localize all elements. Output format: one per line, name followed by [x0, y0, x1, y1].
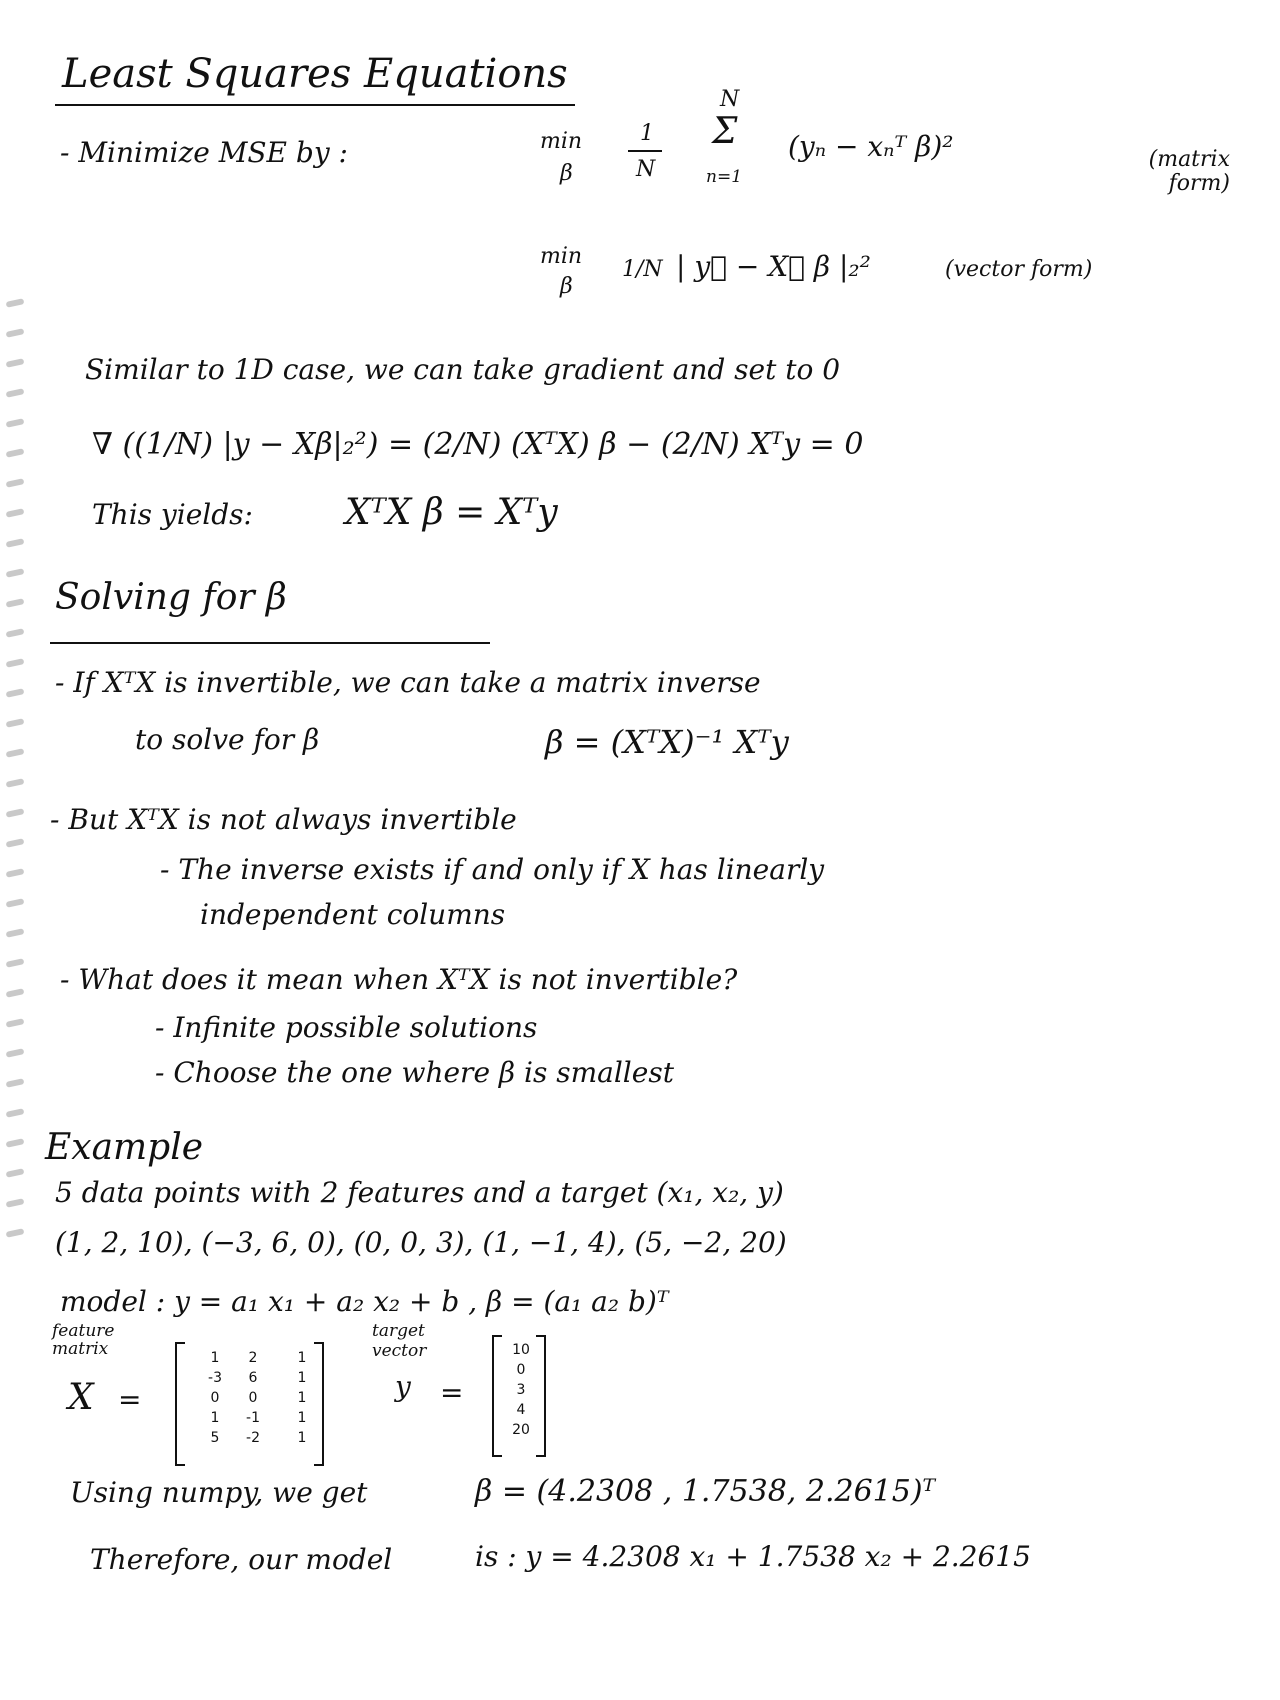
X-cell: 2: [248, 1350, 258, 1366]
feature-label-1: feature: [52, 1321, 115, 1341]
X-right-bracket: [314, 1342, 324, 1466]
infinite-solutions: - Infinite possible solutions: [155, 1011, 538, 1044]
binding-hole: [6, 718, 25, 728]
binding-hole: [6, 388, 25, 398]
binding-hole: [6, 988, 25, 998]
binding-hole: [6, 1198, 25, 1208]
yields-label: This yields:: [92, 498, 253, 531]
to-solve-line: to solve for β: [135, 723, 320, 756]
X-cell: 0: [248, 1390, 258, 1406]
beta-sub-1: β: [560, 161, 573, 186]
X-cell: 1: [297, 1370, 307, 1386]
vector-form-term: | y⃗ − X⃗ β |₂²: [676, 250, 871, 283]
yields-equation: XᵀX β = Xᵀy: [345, 492, 558, 533]
sigma-symbol: Σ: [712, 111, 738, 152]
title-underline: [55, 104, 575, 106]
binding-hole: [6, 298, 25, 308]
X-col-2: [238, 1348, 268, 1448]
binding-hole: [6, 868, 25, 878]
X-cell: 1: [210, 1350, 220, 1366]
y-cell: 4: [516, 1402, 526, 1418]
inverse-exists-line: - The inverse exists if and only if X has linearly: [160, 853, 825, 886]
example-title: Example: [45, 1127, 204, 1168]
X-cell: -3: [208, 1370, 222, 1386]
choose-smallest: - Choose the one where β is smallest: [155, 1056, 674, 1089]
beta-solution-equation: β = (XᵀX)⁻¹ Xᵀy: [545, 723, 789, 761]
solving-title: Solving for β: [55, 577, 287, 618]
X-label: X: [68, 1377, 94, 1418]
binding-hole: [6, 598, 25, 608]
binding-hole: [6, 958, 25, 968]
X-col-1: [200, 1348, 230, 1448]
y-right-bracket: [536, 1335, 546, 1457]
y-label: y: [395, 1370, 411, 1403]
binding-hole: [6, 478, 25, 488]
example-description: 5 data points with 2 features and a target (x₁, x₂, y): [55, 1176, 784, 1209]
beta-sub-2: β: [560, 274, 573, 299]
y-cell: 0: [516, 1362, 526, 1378]
vector-frac: 1/N: [622, 257, 663, 282]
binding-hole: [6, 538, 25, 548]
if-invertible-line: - If XᵀX is invertible, we can take a matrix inverse: [55, 666, 761, 699]
binding-hole: [6, 508, 25, 518]
target-label-1: target: [372, 1321, 425, 1341]
binding-hole: [6, 898, 25, 908]
binding-hole: [6, 928, 25, 938]
X-cell: 1: [210, 1410, 220, 1426]
binding-hole: [6, 688, 25, 698]
therefore-result: is : y = 4.2308 x₁ + 1.7538 x₂ + 2.2615: [475, 1540, 1031, 1573]
X-cell: 1: [297, 1390, 307, 1406]
frac-one: 1: [640, 121, 654, 146]
binding-hole: [6, 1228, 25, 1238]
frac-N: N: [636, 157, 656, 182]
binding-hole: [6, 1108, 25, 1118]
X-col-3: [290, 1348, 314, 1448]
X-left-bracket: [175, 1342, 185, 1466]
frac-bar: [628, 150, 662, 152]
binding-hole: [6, 1138, 25, 1148]
X-cell: 5: [210, 1430, 220, 1446]
numpy-line: Using numpy, we get: [70, 1476, 368, 1509]
what-does-it-mean-line: - What does it mean when XᵀX is not invertible?: [60, 963, 738, 996]
y-col: [506, 1340, 536, 1440]
binding-hole: [6, 1018, 25, 1028]
model-equation: model : y = a₁ x₁ + a₂ x₂ + b , β = (a₁ a₂ b)ᵀ: [60, 1285, 669, 1318]
binding-hole: [6, 748, 25, 758]
X-cell: 1: [297, 1430, 307, 1446]
similar-line: Similar to 1D case, we can take gradient and set to 0: [85, 353, 841, 386]
sigma-top: N: [720, 87, 740, 112]
solving-underline: [50, 642, 490, 644]
binding-hole: [6, 568, 25, 578]
binding-hole: [6, 838, 25, 848]
binding-hole: [6, 328, 25, 338]
y-cell: 10: [512, 1342, 530, 1358]
binding-hole: [6, 418, 25, 428]
y-left-bracket: [492, 1335, 502, 1457]
binding-holes: [0, 300, 40, 1700]
vector-form-label: (vector form): [945, 257, 1093, 282]
minimize-label: - Minimize MSE by :: [60, 136, 348, 169]
independent-columns: independent columns: [200, 898, 506, 931]
sigma-bottom: n=1: [706, 167, 743, 187]
matrix-form-term: (yₙ − xₙᵀ β)²: [788, 130, 954, 163]
binding-hole: [6, 358, 25, 368]
binding-hole: [6, 778, 25, 788]
X-cell: 0: [210, 1390, 220, 1406]
example-points: (1, 2, 10), (−3, 6, 0), (0, 0, 3), (1, −1, 4), (5, −2, 20): [55, 1226, 787, 1259]
therefore-line: Therefore, our model: [90, 1543, 393, 1576]
gradient-equation: ∇ ((1/N) |y − Xβ|₂²) = (2/N) (XᵀX) β − (2/N) Xᵀy = 0: [92, 427, 864, 462]
binding-hole: [6, 658, 25, 668]
min-label-1: min: [540, 129, 583, 154]
feature-label-2: matrix: [52, 1339, 109, 1359]
X-cell: 1: [297, 1350, 307, 1366]
binding-hole: [6, 1078, 25, 1088]
y-equals: =: [440, 1376, 464, 1409]
X-cell: -2: [246, 1430, 260, 1446]
binding-hole: [6, 808, 25, 818]
X-cell: 1: [297, 1410, 307, 1426]
numpy-result: β = (4.2308 , 1.7538, 2.2615)ᵀ: [475, 1474, 936, 1509]
X-cell: -1: [246, 1410, 260, 1426]
X-equals: =: [118, 1383, 142, 1416]
matrix-form-label: (matrix form): [1148, 147, 1230, 197]
binding-hole: [6, 448, 25, 458]
target-label-2: vector: [372, 1341, 427, 1361]
binding-hole: [6, 1048, 25, 1058]
binding-hole: [6, 628, 25, 638]
but-line: - But XᵀX is not always invertible: [50, 803, 517, 836]
page-title: Least Squares Equations: [62, 51, 568, 97]
min-label-2: min: [540, 244, 583, 269]
binding-hole: [6, 1168, 25, 1178]
X-cell: 6: [248, 1370, 258, 1386]
y-cell: 3: [516, 1382, 526, 1398]
y-cell: 20: [512, 1422, 530, 1438]
